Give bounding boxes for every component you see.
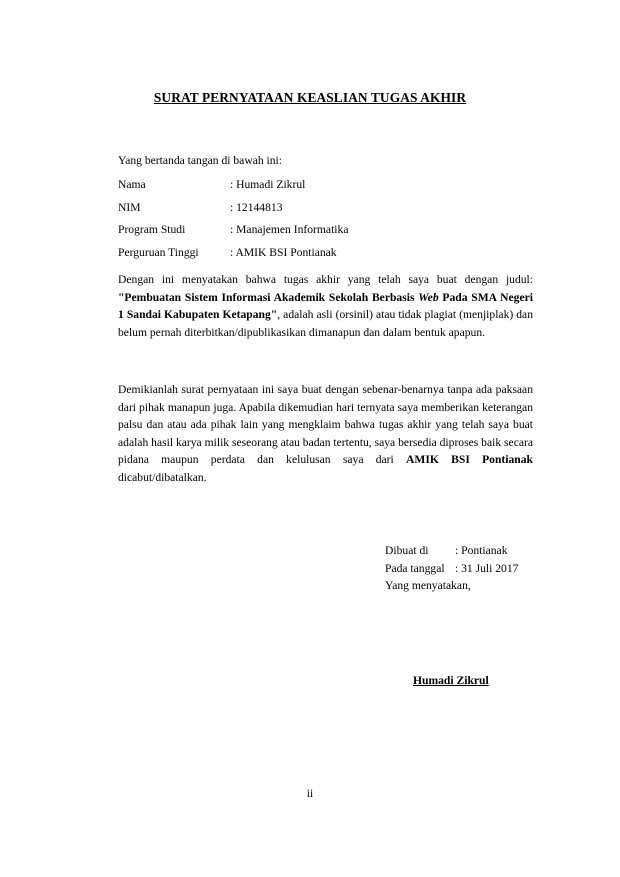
signer-name: Humadi Zikrul [413,674,489,687]
identity-label: NIM [118,200,141,214]
identity-value: : Manajemen Informatika [230,223,349,236]
date-row [385,560,518,578]
declaration-end: dicabut/dibatalkan. [118,470,207,484]
statement-paragraph [118,271,533,341]
identity-row-program-studi [118,221,348,244]
identity-row-nama [118,176,348,199]
identity-table [118,176,348,266]
thesis-title-part2: Pada SMA Negeri 1 Sandai Kabupaten Ketapang" [118,290,533,321]
identity-value: : Humadi Zikrul [230,178,306,191]
identity-label: Nama [118,178,146,191]
place-value: : Pontianak [455,544,508,557]
closing-row [385,577,518,595]
page-title: SURAT PERNYATAAN KEASLIAN TUGAS AKHIR [153,90,467,105]
declaration-paragraph [118,381,533,486]
identity-label: Perguruan Tinggi [118,245,199,259]
declaration-text: Demikianlah surat pernyataan ini saya buat dengan sebenar-benarnya tanpa ada paksaan dari pihak manapun juga. Apabila dikemudian hari ternyata saya memberikan keterangan palsu dan atau ada pihak lain yang mengklaim bahwa tugas akhir yang telah saya buat adalah hasil karya milik seseorang atau badan tertentu, saya bersedia diproses baik secara pidana maupun perdata dan kelulusan saya dari [118,383,533,466]
date-label: Pada tanggal [385,561,445,575]
identity-value: : AMIK BSI Pontianak [230,245,337,259]
identity-row-nim [118,199,348,222]
place-label: Dibuat di [385,544,429,557]
statement-lead: Dengan ini menyatakan bahwa tugas akhir yang telah saya buat dengan judul: [118,273,533,286]
identity-value: : 12144813 [230,200,283,214]
institution-name: AMIK BSI Pontianak [406,453,533,466]
signature-block [385,542,518,595]
intro-text: Yang bertanda tangan di bawah ini: [118,154,282,167]
identity-label: Program Studi [118,223,186,236]
identity-row-perguruan-tinggi [118,244,348,267]
statement-rest: , adalah asli (orsinil) atau tidak plagiat (menjiplak) dan belum pernah diterbitkan/dipublikasikan dimanapun dan dalam bentuk apapun. [118,308,534,339]
date-value: : 31 Juli 2017 [455,561,519,575]
thesis-title-italic: Web [418,290,439,304]
thesis-title-part1: "Pembuatan Sistem Informasi Akademik Sekolah Berbasis [118,290,419,304]
closing-text: Yang menyatakan, [385,579,471,592]
place-row [385,542,518,560]
page-number: ii [306,787,314,800]
